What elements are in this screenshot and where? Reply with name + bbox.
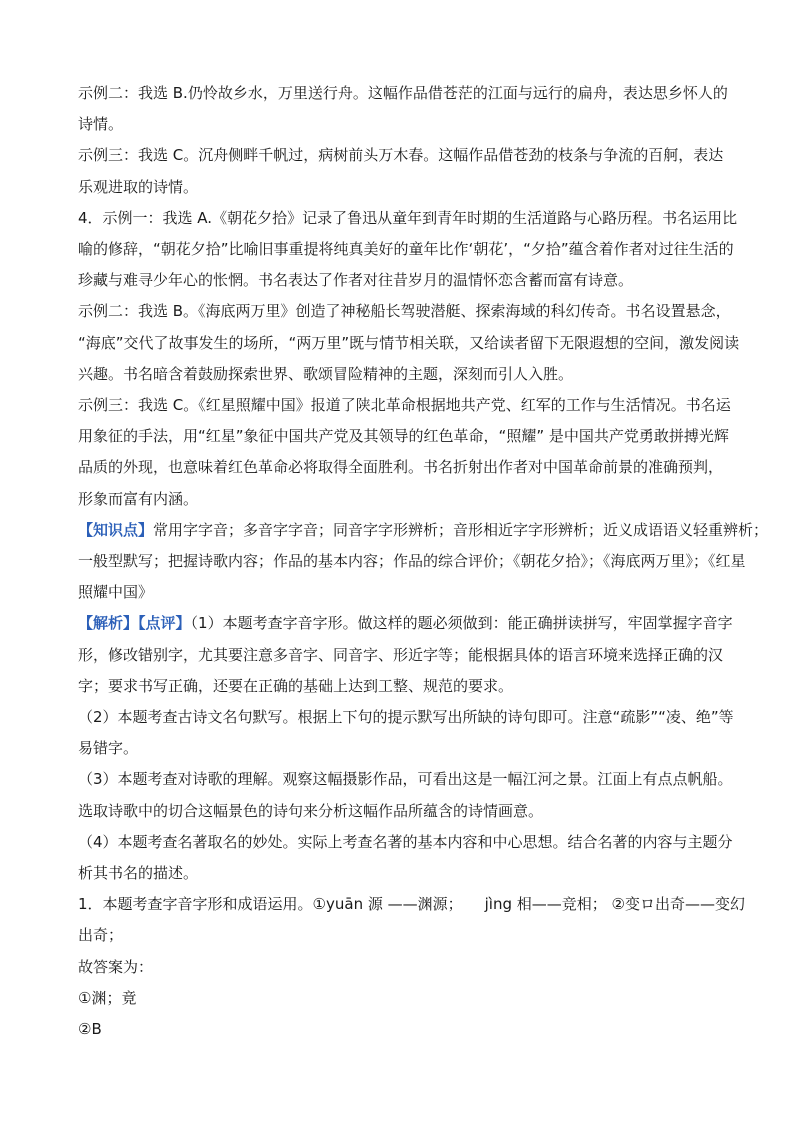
text-line: 析其书名的描述。 — [78, 864, 199, 883]
analysis-text: （1）本题考查字音字形。做这样的题必须做到：能正确拼读拼写，牢固掌握字音字 — [190, 614, 733, 633]
analysis-section — [78, 608, 733, 639]
answer-item: ②B — [78, 1020, 102, 1039]
text-line: 形象而富有内涵。 — [78, 489, 199, 508]
text-line: （4）本题考查名著取名的妙处。实际上考查名著的基本内容和中心思想。结合名著的内容与主题分 — [78, 832, 733, 851]
answer-text: jìng 相——竞相； ②变ロ出奇——变幻 — [484, 895, 745, 914]
document-page — [78, 78, 769, 1045]
text-line: 字；要求书写正确，还要在正确的基础上达到工整、规范的要求。 — [78, 676, 514, 695]
text-line: 用象征的手法，用“红星”象征中国共产党及其领导的红色革命，“照耀” 是中国共产党勇敢拼搏光辉 — [78, 427, 729, 446]
text-line: 示例二：我选 B。《海底两万里》创造了神秘船长驾驶潜艇、探索海域的科幻传奇。书名设置悬念， — [78, 302, 731, 321]
answer-item: ①渊；竟 — [78, 988, 137, 1007]
text-line: 4．示例一：我选 A.《朝花夕拾》记录了鲁迅从童年到青年时期的生活道路与心路历程。书名运用比 — [78, 208, 738, 227]
text-line: 一般型默写；把握诗歌内容；作品的基本内容；作品的综合评价；《朝花夕拾》；《海底两万里》；《红星 — [78, 552, 746, 571]
text-line: 喻的修辞，“朝花夕拾”比喻旧事重提将纯真美好的童年比作‘朝花’，“夕拾”蕴含着作者对过往生活的 — [78, 240, 734, 259]
answer-label: 故答案为： — [78, 957, 154, 976]
text-line: “海底”交代了故事发生的场所，“两万里”既与情节相关联，又给读者留下无限遐想的空间，激发阅读 — [78, 333, 740, 352]
text-line: 珍藏与难寻少年心的怅惘。书名表达了作者对往昔岁月的温情怀恋含蓄而富有诗意。 — [78, 271, 634, 290]
text-line: 易错字。 — [78, 739, 139, 758]
text-line: （2）本题考查古诗文名句默写。根据上下句的提示默写出所缺的诗句即可。注意“疏影”“凌、绝”等 — [78, 708, 734, 727]
text-line: 照耀中国》 — [78, 583, 154, 602]
text-line: 乐观进取的诗情。 — [78, 177, 199, 196]
text-line: 示例三：我选 C。《红星照耀中国》报道了陕北革命根据地共产党、红军的工作与生活情况。书名运 — [78, 396, 731, 415]
comment-tag: 【点评】 — [138, 614, 191, 633]
knowledge-tag: 【知识点】 — [78, 520, 154, 539]
text-line: 诗情。 — [78, 115, 124, 134]
knowledge-points — [78, 515, 769, 546]
text-line: 示例三：我选 C。沉舟侧畔千帆过，病树前头万木春。这幅作品借苍劲的枝条与争流的百舸，表达 — [78, 146, 724, 165]
answer-line — [78, 889, 745, 920]
text-line: 品质的外现，也意味着红色革命必将取得全面胜利。书名折射出作者对中国革命前景的准确预判， — [78, 458, 724, 477]
text-line: 形，修改错别字，尤其要注意多音字、同音字、形近字等；能根据具体的语言环境来选择正确的汉 — [78, 645, 724, 664]
text-line: （3）本题考查对诗歌的理解。观察这幅摄影作品，可看出这是一幅江河之景。江面上有点点帆船。 — [78, 770, 733, 789]
text-line: 兴趣。书名暗含着鼓励探索世界、歌颂冒险精神的主题，深刻而引人入胜。 — [78, 364, 574, 383]
answer-text: 1．本题考查字音字形和成语运用。①yuān 源 ——渊源； — [78, 895, 463, 914]
text-line: 出奇； — [78, 926, 124, 945]
analysis-tag: 【解析】 — [78, 614, 139, 633]
text-line: 选取诗歌中的切合这幅景色的诗句来分析这幅作品所蕴含的诗情画意。 — [78, 801, 544, 820]
text-line: 示例二：我选 B.仍怜故乡水，万里送行舟。这幅作品借苍茫的江面与远行的扁舟，表达思乡怀人的 — [78, 84, 728, 102]
knowledge-text: 常用字字音；多音字字音；同音字字形辨析；音形相近字字形辨析；近义成语语义轻重辨析； — [153, 520, 769, 539]
